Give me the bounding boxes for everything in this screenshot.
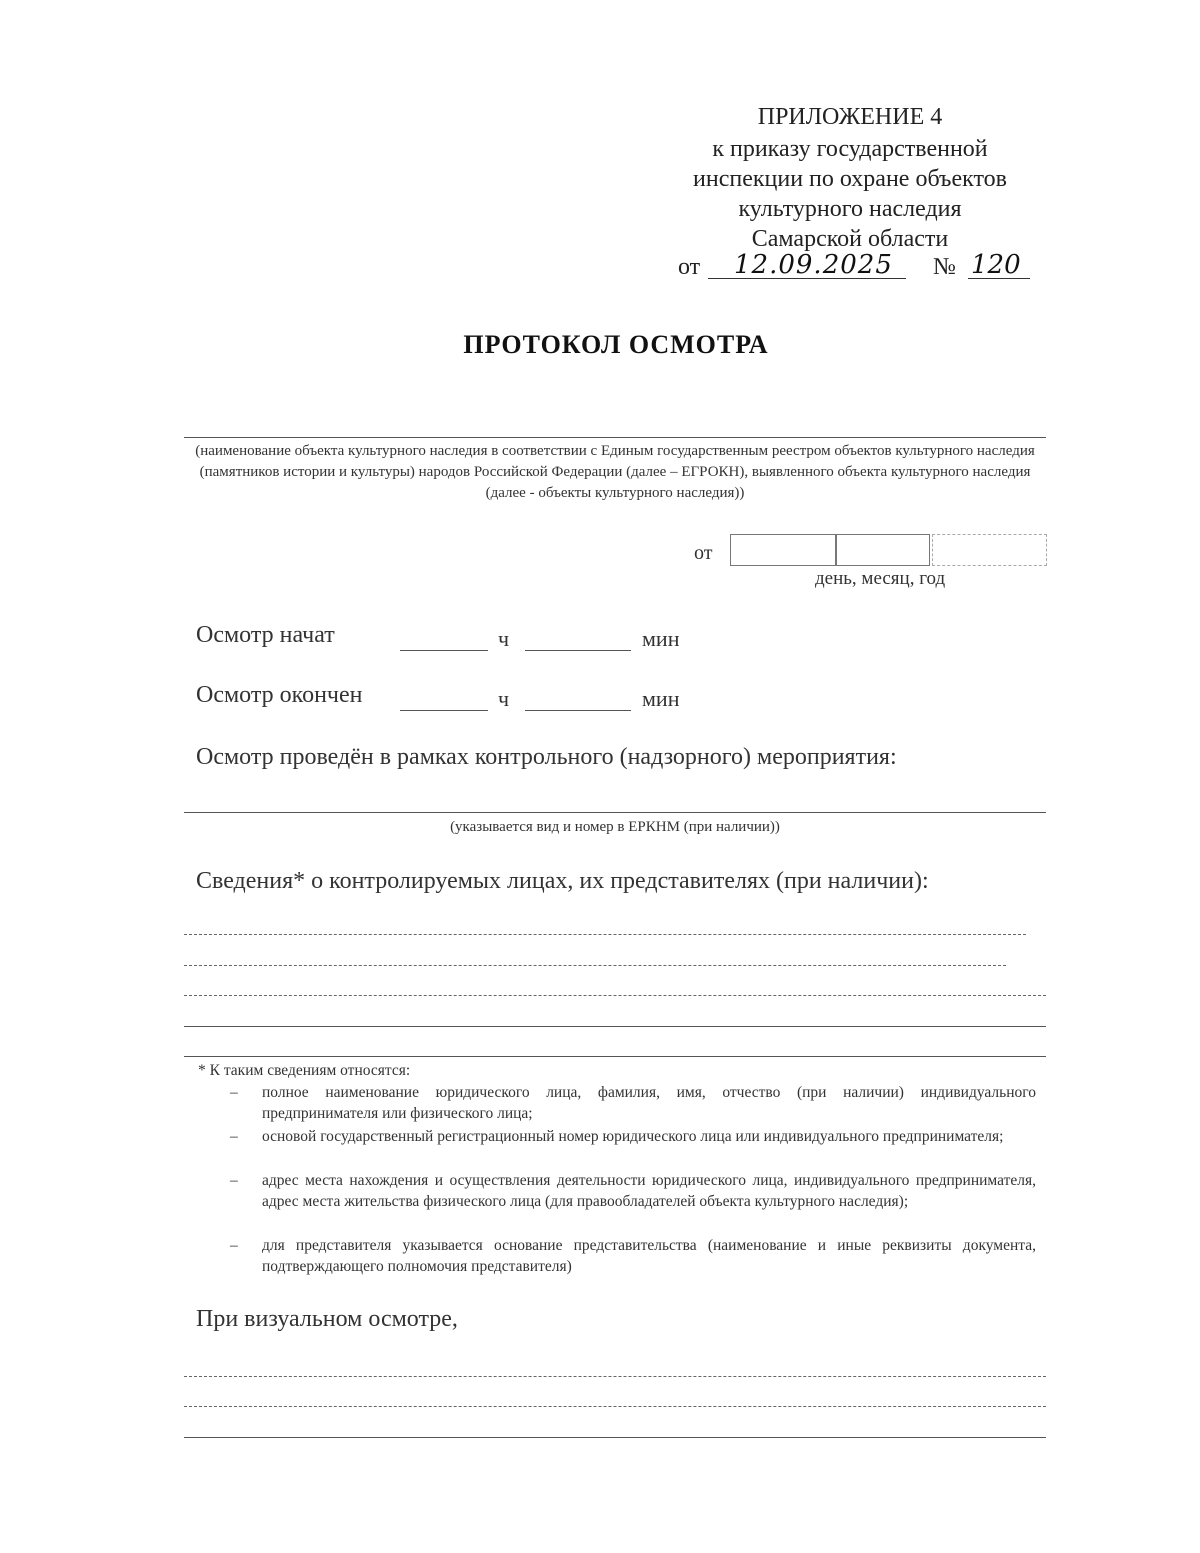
started-hours-field[interactable] (400, 650, 488, 651)
control-event-field[interactable] (184, 812, 1046, 813)
started-hours-label: ч (498, 626, 510, 651)
footnote-separator (184, 1056, 1046, 1057)
visual-line-1[interactable] (184, 1376, 1046, 1377)
visual-inspection-label: При визуальном осмотре, (196, 1306, 458, 1332)
footnote-dash: – (230, 1084, 238, 1101)
order-number-handwritten: 120 (971, 250, 1021, 280)
appendix-line-3: инспекции по охране объектов (693, 166, 1007, 192)
footnote-item-text: для представителя указывается основание представительства (наименование и иные реквизиты документа, подтверждающего полномочия представителя) (262, 1237, 1036, 1275)
persons-line-1[interactable] (184, 934, 1026, 935)
object-name-caption: (наименование объекта культурного наследия в соответствии с Единым государственным реестром объектов культурного наследия (памятников истории и культуры) народов Российской Федерации (далее – ЕГРОКН), выявленного объекта культурного наследия (далее - объекты культурного наследия)) (195, 443, 1035, 501)
footnote-item-text: адрес места нахождения и осуществления деятельности юридического лица, индивидуального предпринимателя, адрес места жительства физического лица (для правообладателей объекта культурного наследия); (262, 1172, 1036, 1210)
object-name-field[interactable] (184, 437, 1046, 438)
appendix-title: ПРИЛОЖЕНИЕ 4 (757, 104, 943, 130)
footnote-dash: – (230, 1128, 238, 1145)
footnote-item (230, 1126, 1036, 1168)
persons-line-2[interactable] (184, 965, 1006, 966)
persons-label: Сведения* о контролируемых лицах, их представителях (при наличии): (196, 868, 929, 894)
started-minutes-label: мин (642, 626, 680, 651)
control-event-label: Осмотр проведён в рамках контрольного (надзорного) мероприятия: (196, 744, 897, 770)
date-boxes-caption: день, месяц, год (815, 568, 946, 589)
visual-line-2[interactable] (184, 1406, 1046, 1407)
appendix-line-2: к приказу государственной (712, 136, 988, 162)
footnote-item (230, 1082, 1036, 1124)
day-box[interactable] (730, 534, 836, 566)
inspection-started-label: Осмотр начат (196, 622, 335, 648)
started-minutes-field[interactable] (525, 650, 631, 651)
footnote-item (230, 1235, 1036, 1277)
footnote-item (230, 1170, 1036, 1233)
order-date-from-label: от (678, 254, 701, 280)
footnote-dash: – (230, 1237, 238, 1254)
month-box[interactable] (836, 534, 930, 566)
ended-hours-field[interactable] (400, 710, 488, 711)
order-date-handwritten: 12.09.2025 (734, 250, 893, 280)
footnote-dash: – (230, 1172, 238, 1189)
order-number-label: № (933, 254, 956, 280)
visual-line-3[interactable] (184, 1437, 1046, 1438)
footnote-intro: * К таким сведениям относятся: (198, 1062, 411, 1079)
year-box[interactable] (932, 534, 1047, 566)
control-event-caption: (указывается вид и номер в ЕРКНМ (при наличии)) (450, 819, 780, 835)
ended-minutes-label: мин (642, 686, 680, 711)
footnote-item-text: полное наименование юридического лица, фамилия, имя, отчество (при наличии) индивидуального предпринимателя или физического лица; (262, 1084, 1036, 1122)
persons-line-3[interactable] (184, 995, 1046, 996)
document-title: ПРОТОКОЛ ОСМОТРА (463, 330, 769, 359)
appendix-line-5: Самарской области (751, 226, 949, 252)
persons-line-4[interactable] (184, 1026, 1046, 1027)
footnote-item-text: основой государственный регистрационный номер юридического лица или индивидуального предпринимателя; (262, 1128, 1004, 1145)
inspection-ended-label: Осмотр окончен (196, 682, 363, 708)
appendix-line-4: культурного наследия (738, 196, 962, 222)
ended-hours-label: ч (498, 686, 510, 711)
order-date-row (678, 250, 1038, 284)
date-boxes-from-label: от (694, 542, 713, 564)
ended-minutes-field[interactable] (525, 710, 631, 711)
